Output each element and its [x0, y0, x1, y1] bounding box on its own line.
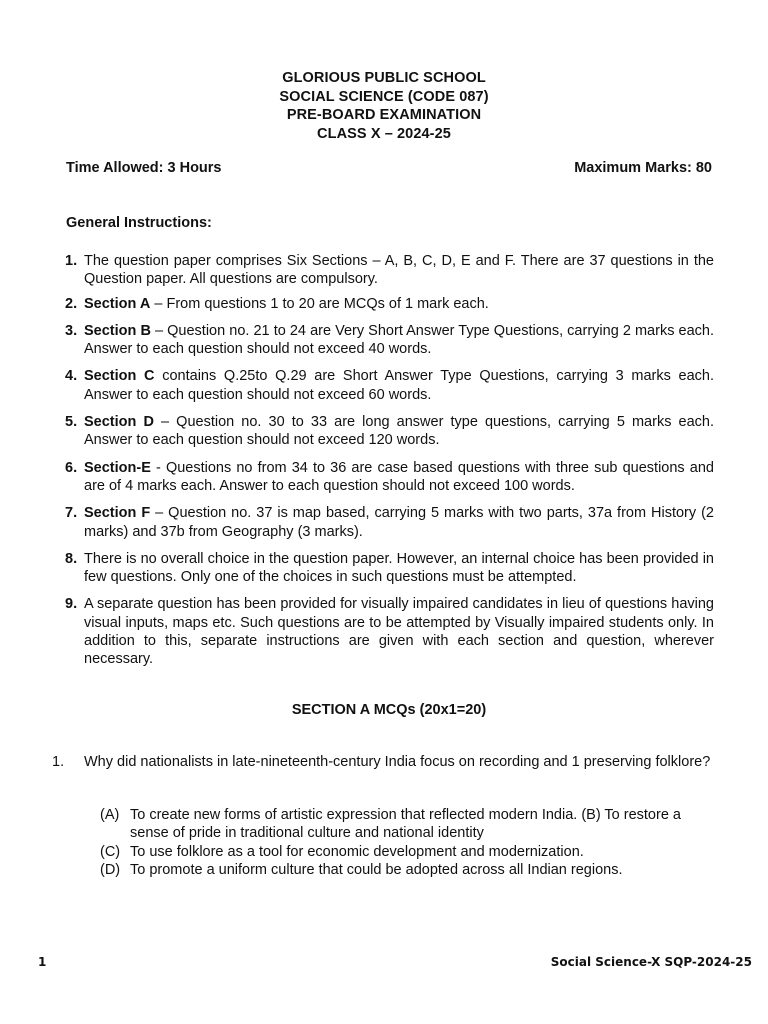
- instruction-item: [62, 595, 714, 668]
- option-text: To create new forms of artistic expression that reflected modern India. (B) To restore a sense of pride in traditional culture and national identity: [130, 807, 681, 842]
- instruction-item: [62, 413, 714, 450]
- instruction-number: 7.: [65, 505, 78, 522]
- instruction-number: 9.: [65, 596, 78, 613]
- instruction-item: [62, 550, 714, 587]
- option-item: [100, 861, 714, 879]
- instruction-number: 4.: [65, 368, 78, 385]
- page-number: 1: [38, 955, 47, 969]
- instruction-bold: Section B: [84, 322, 151, 339]
- instruction-text: - Questions no from 34 to 36 are case based questions with three sub questions and are of 4 marks each. Answer to each question should not exceed 100 words.: [84, 459, 714, 494]
- instruction-number: 3.: [65, 322, 78, 339]
- section-a-heading: SECTION A MCQs (20x1=20): [291, 702, 487, 718]
- instruction-text: – Question no. 21 to 24 are Very Short Answer Type Questions, carrying 2 marks each. Answer to each question should not exceed 40 words.: [84, 322, 714, 358]
- document-header: [0, 69, 768, 143]
- exam-title: PRE-BOARD EXAMINATION: [286, 107, 482, 123]
- instruction-number: 5.: [65, 414, 78, 431]
- instruction-item: [62, 252, 714, 289]
- option-text: To use folklore as a tool for economic development and modernization.: [130, 843, 584, 860]
- instructions-list: [62, 252, 714, 669]
- instruction-number: 2.: [65, 295, 78, 312]
- instruction-number: 6.: [65, 459, 78, 476]
- general-instructions-heading: General Instructions:: [66, 215, 212, 231]
- instruction-text: There is no overall choice in the question paper. However, an internal choice has been provided in few questions. Only one of the choices in such questions must be attempted.: [84, 550, 714, 586]
- instruction-item: [62, 295, 714, 313]
- maximum-marks: Maximum Marks: 80: [574, 160, 712, 176]
- instruction-bold: Section C: [84, 368, 155, 385]
- instruction-bold: Section D: [84, 414, 154, 431]
- option-item: [100, 843, 714, 861]
- school-name: GLORIOUS PUBLIC SCHOOL: [282, 70, 486, 86]
- subject-title: SOCIAL SCIENCE (CODE 087): [279, 88, 489, 105]
- option-label: (D): [100, 861, 121, 878]
- instruction-item: [62, 504, 714, 541]
- instruction-item: [62, 367, 714, 404]
- instruction-item: [62, 322, 714, 359]
- instruction-item: [62, 459, 714, 496]
- option-item: [100, 806, 714, 843]
- instruction-text: contains Q.25to Q.29 are Short Answer Type Questions, carrying 3 marks each. Answer to each question should not exceed 60 words.: [84, 368, 714, 403]
- question-1-options: [100, 806, 714, 879]
- instruction-number: 8.: [65, 550, 78, 567]
- class-title: CLASS X – 2024-25: [317, 125, 451, 142]
- instruction-bold: Section F: [84, 505, 151, 522]
- question-1: [52, 753, 714, 771]
- instruction-bold: Section-E: [84, 459, 151, 476]
- instruction-text: – Question no. 37 is map based, carrying 5 marks with two parts, 37a from History (2 marks) and 37b from Geography (3 marks).: [84, 505, 714, 540]
- instruction-text: – Question no. 30 to 33 are long answer type questions, carrying 5 marks each. Answer to each question should not exceed 120 words.: [84, 414, 715, 449]
- option-label: (A): [100, 807, 120, 823]
- instruction-text: A separate question has been provided for visually impaired candidates in lieu of questions having visual inputs, maps etc. Such questions are to be attempted by Visually impaired students only. In addition to this, separate instructions are given with each section and question, wherever necessary.: [84, 596, 714, 668]
- option-label: (C): [100, 843, 121, 860]
- option-text: To promote a uniform culture that could be adopted across all Indian regions.: [130, 861, 623, 878]
- instruction-text: The question paper comprises Six Sections – A, B, C, D, E and F. There are 37 questions in the Question paper. All questions are compulsory.: [84, 253, 714, 288]
- instruction-number: 1.: [65, 253, 78, 269]
- time-allowed: Time Allowed: 3 Hours: [66, 160, 222, 176]
- instruction-text: – From questions 1 to 20 are MCQs of 1 mark each.: [150, 295, 489, 312]
- question-text: Why did nationalists in late-nineteenth-century India focus on recording and 1 preserving folklore?: [84, 754, 711, 770]
- question-number: 1.: [52, 754, 65, 770]
- instruction-bold: Section A: [84, 295, 151, 312]
- document-code: Social Science-X SQP-2024-25: [550, 955, 752, 969]
